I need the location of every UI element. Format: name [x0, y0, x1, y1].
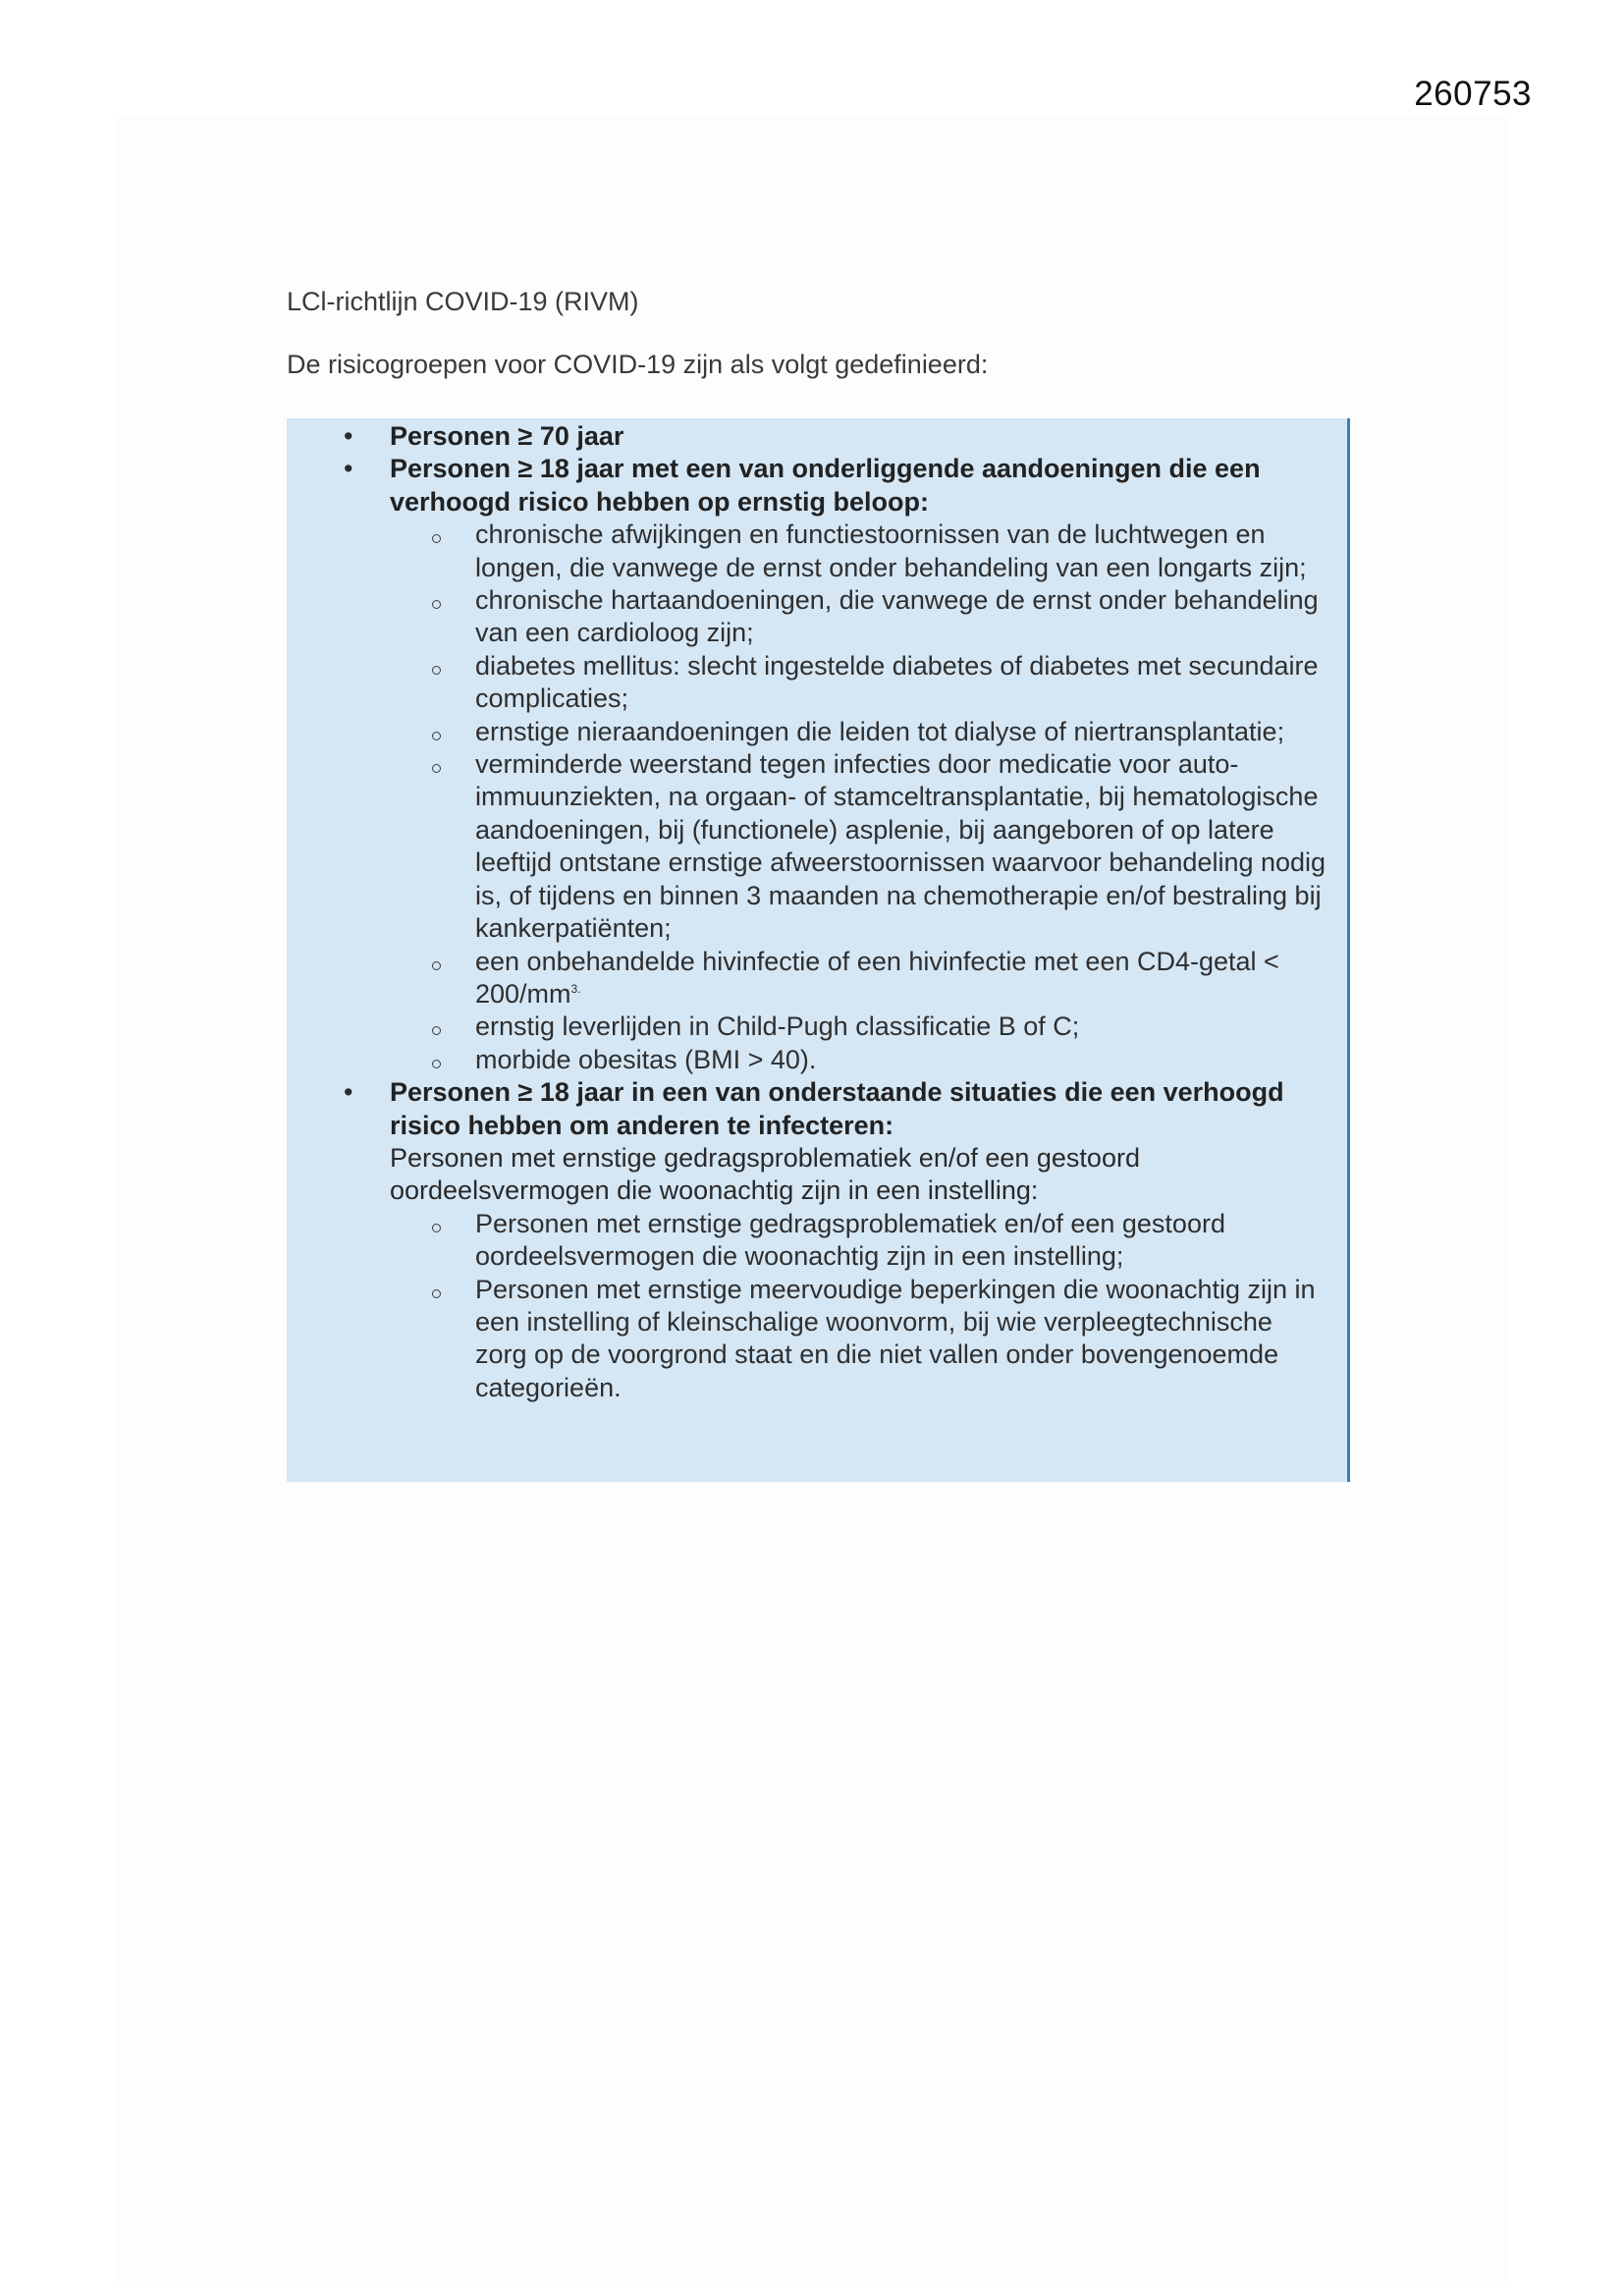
condition-text: chronische hartaandoeningen, die vanwege de ernst onder behandeling van een cardioloog zijn; [475, 585, 1319, 648]
risk-group-heading: Personen ≥ 18 jaar met een van onderliggende aandoeningen die een verhoogd risico hebben op ernstig beloop: [390, 454, 1261, 517]
circle-bullet-icon [432, 732, 441, 740]
risk-group-item [287, 453, 1327, 1076]
bullet-dot-icon: • [344, 421, 353, 451]
condition-item [390, 716, 1327, 748]
condition-item [390, 519, 1327, 584]
condition-item [390, 1011, 1327, 1043]
bullet-dot-icon: • [344, 454, 353, 484]
circle-bullet-icon [432, 666, 441, 675]
condition-text: chronische afwijkingen en functiestoornissen van de luchtwegen en longen, die vanwege de ernst onder behandeling van een longarts zijn; [475, 519, 1307, 582]
condition-text: Personen met ernstige gedragsproblematiek en/of een gestoord oordeelsvermogen die woonachtig zijn in een instelling; [475, 1208, 1225, 1272]
condition-item [390, 946, 1327, 1011]
condition-text: een onbehandelde hivinfectie of een hivinfectie met een CD4-getal < 200/mm [475, 946, 1279, 1009]
superscript-footnote: 3. [570, 981, 581, 996]
risk-group-item [287, 420, 1327, 453]
risk-group-list [287, 420, 1327, 1404]
condition-item [390, 1274, 1327, 1405]
circle-bullet-icon [432, 961, 441, 970]
condition-text: ernstig leverlijden in Child-Pugh classificatie B of C; [475, 1011, 1080, 1042]
circle-bullet-icon [432, 1289, 441, 1298]
condition-list [390, 1208, 1327, 1404]
risk-groups-box [287, 418, 1350, 1482]
condition-text: verminderde weerstand tegen infecties door medicatie voor auto-immuunziekten, na orgaan- of stamceltransplantatie, bij hematologische aandoeningen, bij (functionele) asplenie, bij aangeboren of op latere leeftijd ontstane ernstige afweerstoornissen waarvoor behandeling nodig is, of tijdens en binnen 3 maanden na chemotherapie en/of bestraling bij kankerpatiënten; [475, 749, 1326, 944]
circle-bullet-icon [432, 1060, 441, 1068]
risk-group-item [287, 1076, 1327, 1404]
condition-text: morbide obesitas (BMI > 40). [475, 1044, 817, 1074]
condition-item [390, 650, 1327, 716]
circle-bullet-icon [432, 1026, 441, 1035]
condition-item [390, 1208, 1327, 1274]
condition-list [390, 519, 1327, 1076]
circle-bullet-icon [432, 764, 441, 773]
condition-text: Personen met ernstige meervoudige beperkingen die woonachtig zijn in een instelling of kleinschalige woonvorm, bij wie verpleegtechnische zorg op de voorgrond staat en die niet vallen onder bovengenoemde categorieën. [475, 1274, 1316, 1402]
circle-bullet-icon [432, 534, 441, 543]
condition-item [390, 1044, 1327, 1076]
condition-text: diabetes mellitus: slecht ingestelde diabetes of diabetes met secundaire complicaties; [475, 650, 1319, 714]
risk-group-heading: Personen ≥ 18 jaar in een van onderstaande situaties die een verhoogd risico hebben om anderen te infecteren: [390, 1077, 1284, 1140]
intro-text: De risicogroepen voor COVID-19 zijn als volgt gedefinieerd: [287, 350, 989, 379]
risk-group-heading: Personen ≥ 70 jaar [390, 421, 624, 451]
condition-text: ernstige nieraandoeningen die leiden tot dialyse of niertransplantatie; [475, 716, 1285, 746]
risk-group-description: Personen met ernstige gedragsproblematiek en/of een gestoord oordeelsvermogen die woonachtig zijn in een instelling: [390, 1142, 1140, 1206]
condition-item [390, 748, 1327, 945]
circle-bullet-icon [432, 1224, 441, 1232]
circle-bullet-icon [432, 600, 441, 609]
page-number: 260753 [1414, 75, 1532, 113]
document-title: LCl-richtlijn COVID-19 (RIVM) [287, 287, 639, 316]
condition-item [390, 584, 1327, 650]
bullet-dot-icon: • [344, 1077, 353, 1108]
